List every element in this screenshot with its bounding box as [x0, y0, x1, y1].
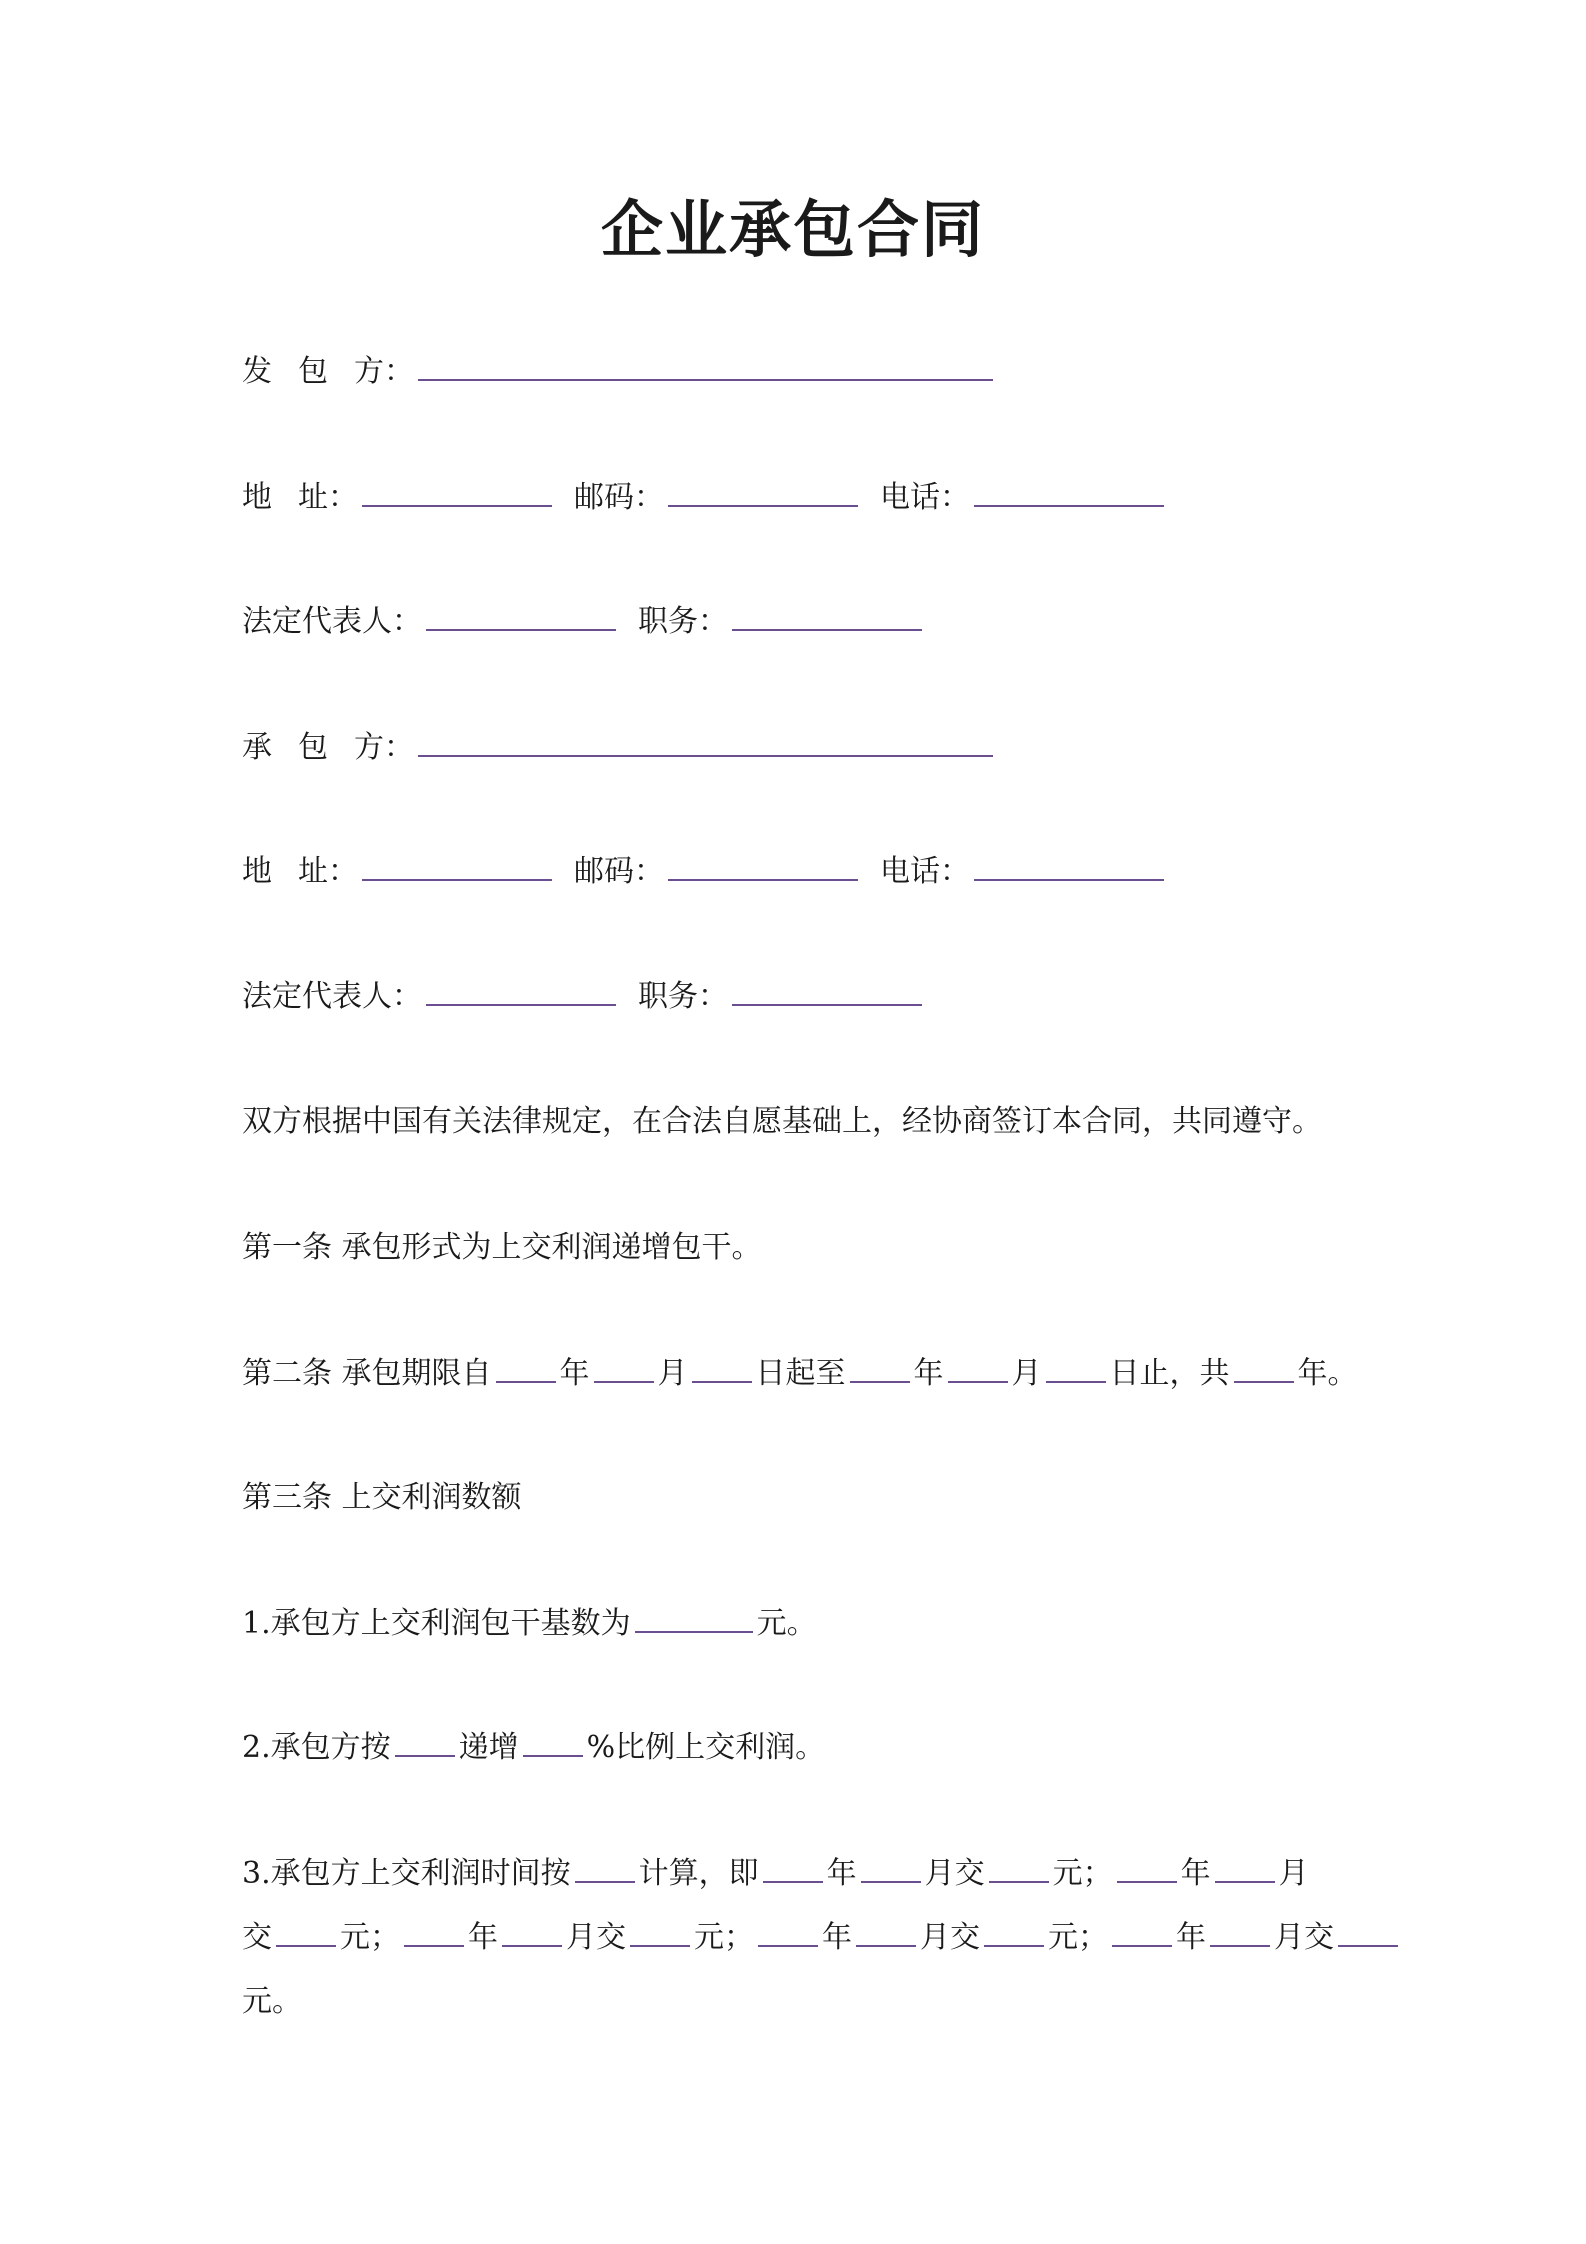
end-day-field[interactable] [1046, 1377, 1106, 1383]
party-a-phone-field[interactable] [974, 501, 1164, 507]
pay2-year-label: 年 [1180, 1856, 1211, 1891]
pay1-month-field[interactable] [861, 1877, 921, 1883]
end-year-field[interactable] [850, 1377, 910, 1383]
pay1-year-label: 年 [826, 1856, 857, 1891]
pay1-year-field[interactable] [763, 1877, 823, 1883]
pay5-month-field[interactable] [1210, 1941, 1270, 1947]
preamble: 双方根据中国有关法律规定，在合法自愿基础上，经协商签订本合同，共同遵守。 [242, 1104, 1322, 1139]
start-day-label: 日起至 [755, 1356, 846, 1391]
end-year-label: 年 [913, 1356, 944, 1391]
party-b-label-char1: 承 [242, 730, 272, 765]
pay4-month-field[interactable] [856, 1941, 916, 1947]
increase-basis-field[interactable] [395, 1751, 455, 1757]
item-2-suffix: %比例上交利润。 [586, 1730, 826, 1765]
party-a-label-char3: 方： [354, 354, 414, 389]
pay2-month-label: 月 [1278, 1856, 1309, 1891]
end-month-label: 月 [1011, 1356, 1042, 1391]
article-2-prefix: 第二条 承包期限自 [242, 1356, 492, 1391]
article-3-item-2 [242, 1726, 825, 1770]
party-a-label-char1: 发 [242, 354, 272, 389]
pay3-year-field[interactable] [404, 1941, 464, 1947]
party-a-postcode-label: 邮码： [574, 480, 664, 515]
article-3-heading: 第三条 上交利润数额 [242, 1480, 522, 1515]
pay1-yuan: 元； [1052, 1856, 1113, 1891]
party-a-phone-label: 电话： [880, 480, 970, 515]
party-b-phone-field[interactable] [974, 875, 1164, 881]
party-b-rep-row [242, 975, 926, 1019]
pay5-year-field[interactable] [1112, 1941, 1172, 1947]
party-b-position-field[interactable] [732, 1000, 922, 1006]
article-3-item-3-line-3 [242, 1980, 302, 2024]
party-b-address-field[interactable] [362, 875, 552, 881]
item-3-line2-start: 交 [242, 1920, 272, 1955]
total-years-label: 年。 [1297, 1356, 1358, 1391]
pay5-month-label: 月交 [1274, 1920, 1334, 1955]
start-year-field[interactable] [496, 1377, 556, 1383]
party-b-contact-row [242, 850, 1168, 894]
party-a-rep-label: 法定代表人： [242, 604, 422, 639]
party-b-position-label: 职务： [638, 979, 728, 1014]
article-2 [242, 1352, 1358, 1396]
pay1-month-label: 月交 [924, 1856, 985, 1891]
pay2-yuan: 元； [340, 1920, 400, 1955]
party-a-postcode-field[interactable] [668, 501, 858, 507]
article-1: 第一条 承包形式为上交利润递增包干。 [242, 1230, 762, 1265]
pay4-year-field[interactable] [758, 1941, 818, 1947]
start-year-label: 年 [559, 1356, 590, 1391]
party-a-label-char2: 包 [298, 354, 328, 389]
pay2-year-field[interactable] [1117, 1877, 1177, 1883]
party-b-postcode-label: 邮码： [574, 854, 664, 889]
party-b-label-char2: 包 [298, 730, 328, 765]
pay3-amount-field[interactable] [630, 1941, 690, 1947]
party-a-address-char1: 地 [242, 480, 272, 515]
total-years-field[interactable] [1234, 1377, 1294, 1383]
pay2-amount-field[interactable] [276, 1941, 336, 1947]
item-3-calc: 计算，即 [638, 1856, 759, 1891]
party-b-rep-field[interactable] [426, 1000, 616, 1006]
pay3-year-label: 年 [468, 1920, 498, 1955]
party-b-name-field[interactable] [418, 751, 993, 757]
party-a-rep-row [242, 600, 926, 644]
start-month-label: 月 [657, 1356, 688, 1391]
pay4-yuan: 元； [1048, 1920, 1108, 1955]
increase-rate-field[interactable] [523, 1751, 583, 1757]
party-b-postcode-field[interactable] [668, 875, 858, 881]
start-month-field[interactable] [594, 1377, 654, 1383]
start-day-field[interactable] [692, 1377, 752, 1383]
calc-period-field[interactable] [575, 1877, 635, 1883]
party-b-name-row [242, 726, 997, 770]
item-2-prefix: 2.承包方按 [242, 1730, 391, 1765]
party-a-rep-field[interactable] [426, 625, 616, 631]
pay3-month-field[interactable] [502, 1941, 562, 1947]
item-2-mid: 递增 [458, 1730, 519, 1765]
party-a-position-label: 职务： [638, 604, 728, 639]
pay1-amount-field[interactable] [989, 1877, 1049, 1883]
article-3-item-3-line-2 [242, 1916, 1402, 1960]
pay4-year-label: 年 [822, 1920, 852, 1955]
party-b-address-char2: 址： [298, 854, 358, 889]
party-b-rep-label: 法定代表人： [242, 979, 422, 1014]
party-a-name-row [242, 350, 997, 394]
pay5-amount-field[interactable] [1338, 1941, 1398, 1947]
item-1-suffix: 元。 [756, 1606, 817, 1641]
pay2-month-field[interactable] [1215, 1877, 1275, 1883]
item-1-prefix: 1.承包方上交利润包干基数为 [242, 1606, 631, 1641]
pay3-yuan: 元； [694, 1920, 754, 1955]
end-day-label: 日止，共 [1109, 1356, 1230, 1391]
item-3-prefix: 3.承包方上交利润时间按 [242, 1856, 571, 1891]
party-a-name-field[interactable] [418, 375, 993, 381]
pay5-year-label: 年 [1176, 1920, 1206, 1955]
party-a-contact-row [242, 476, 1168, 520]
article-3-item-3-line-1 [242, 1852, 1309, 1896]
pay3-month-label: 月交 [566, 1920, 626, 1955]
end-month-field[interactable] [948, 1377, 1008, 1383]
base-amount-field[interactable] [635, 1627, 753, 1633]
item-3-yuan-end: 元。 [242, 1984, 302, 2019]
party-a-position-field[interactable] [732, 625, 922, 631]
pay4-month-label: 月交 [920, 1920, 980, 1955]
party-a-address-char2: 址： [298, 480, 358, 515]
party-b-address-char1: 地 [242, 854, 272, 889]
party-b-phone-label: 电话： [880, 854, 970, 889]
party-b-label-char3: 方： [354, 730, 414, 765]
party-a-address-field[interactable] [362, 501, 552, 507]
page-title: 企业承包合同 [600, 193, 985, 266]
article-3-item-1 [242, 1602, 817, 1646]
pay4-amount-field[interactable] [984, 1941, 1044, 1947]
